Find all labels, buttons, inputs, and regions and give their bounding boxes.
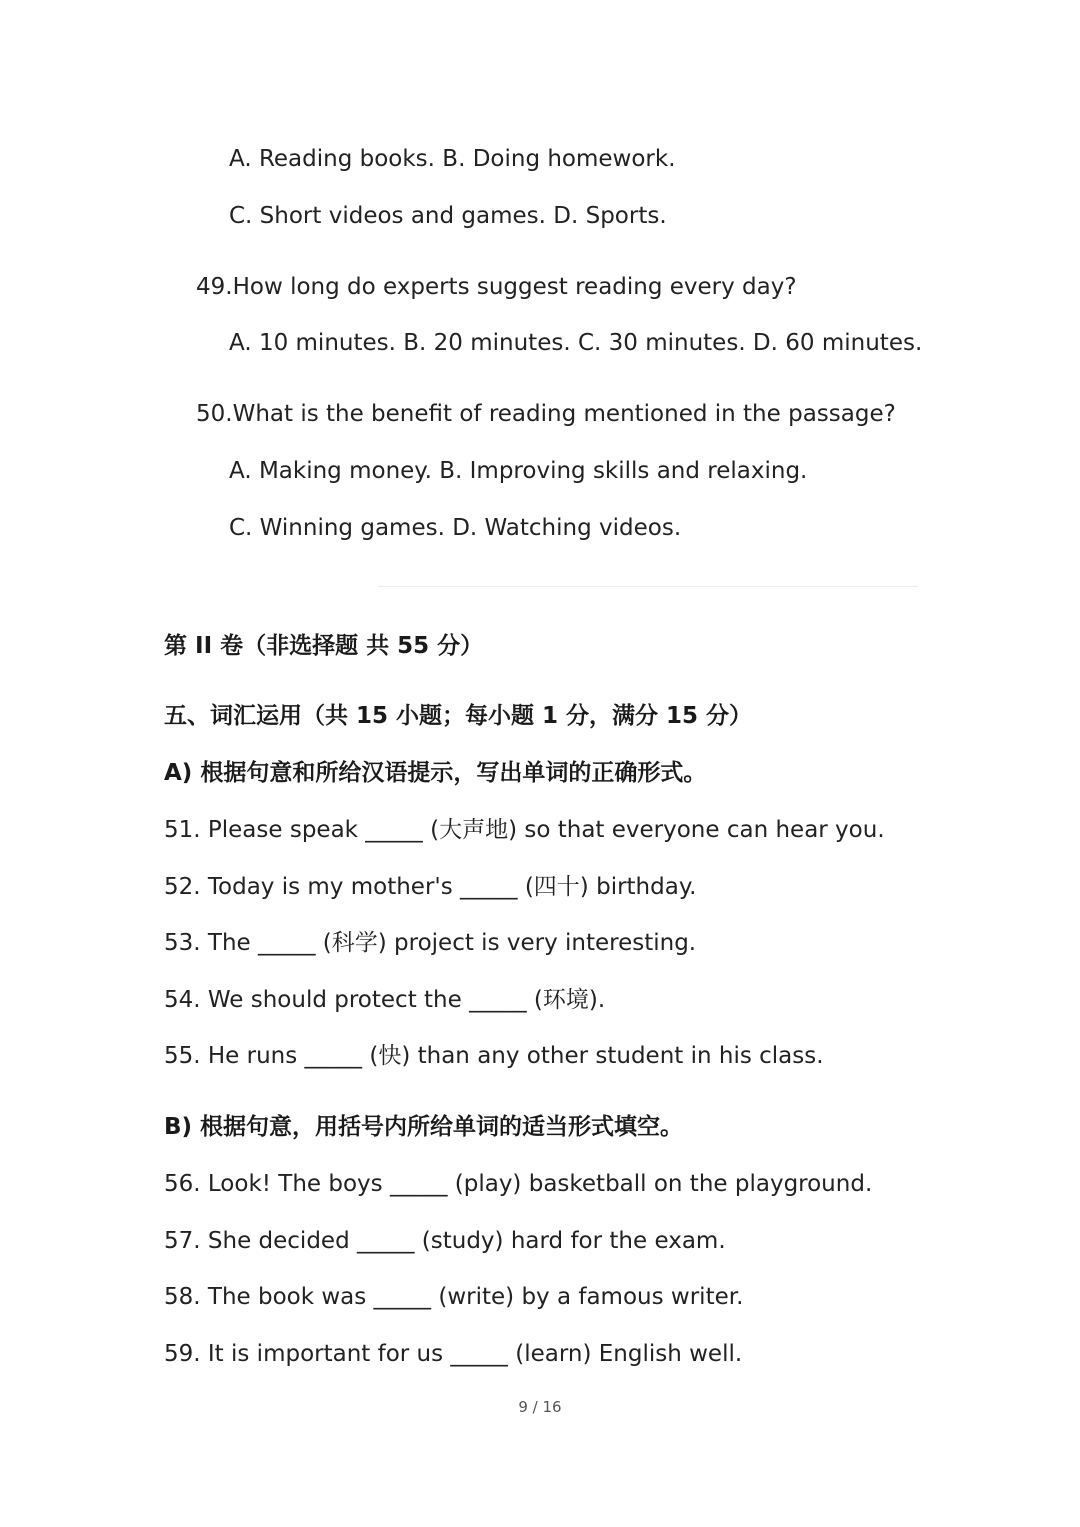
section5-title: 五、词汇运用（共 15 小题；每小题 1 分，满分 15 分） <box>164 703 753 729</box>
question-54: 54. We should protect the _____ (环境). <box>164 987 606 1013</box>
q48-options-line1: A. Reading books. B. Doing homework. <box>229 146 676 172</box>
question-53: 53. The _____ (科学) project is very interesting. <box>164 930 697 956</box>
section5-partB-instruction: B) 根据句意，用括号内所给单词的适当形式填空。 <box>164 1114 684 1140</box>
q50-question: 50.What is the benefit of reading mentioned in the passage? <box>196 401 896 427</box>
question-59: 59. It is important for us _____ (learn) English well. <box>164 1341 743 1367</box>
question-56: 56. Look! The boys _____ (play) basketball on the playground. <box>164 1171 873 1197</box>
section5-partA-instruction: A) 根据句意和所给汉语提示，写出单词的正确形式。 <box>164 760 707 786</box>
question-57: 57. She decided _____ (study) hard for the exam. <box>164 1228 726 1254</box>
question-52: 52. Today is my mother's _____ (四十) birthday. <box>164 874 697 900</box>
question-51: 51. Please speak _____ (大声地) so that everyone can hear you. <box>164 817 885 843</box>
q50-options-line2: C. Winning games. D. Watching videos. <box>229 515 682 541</box>
page-number: 9 / 16 <box>518 1398 562 1416</box>
q48-options-line2: C. Short videos and games. D. Sports. <box>229 203 667 229</box>
q49-options-line1: A. 10 minutes. B. 20 minutes. C. 30 minutes. D. 60 minutes. <box>229 330 923 356</box>
question-58: 58. The book was _____ (write) by a famous writer. <box>164 1284 744 1310</box>
question-55: 55. He runs _____ (快) than any other student in his class. <box>164 1043 824 1069</box>
q50-options-line1: A. Making money. B. Improving skills and relaxing. <box>229 458 808 484</box>
q49-question: 49.How long do experts suggest reading every day? <box>196 274 797 300</box>
part2-title: 第 II 卷（非选择题 共 55 分） <box>164 633 484 659</box>
section-divider <box>378 586 918 587</box>
